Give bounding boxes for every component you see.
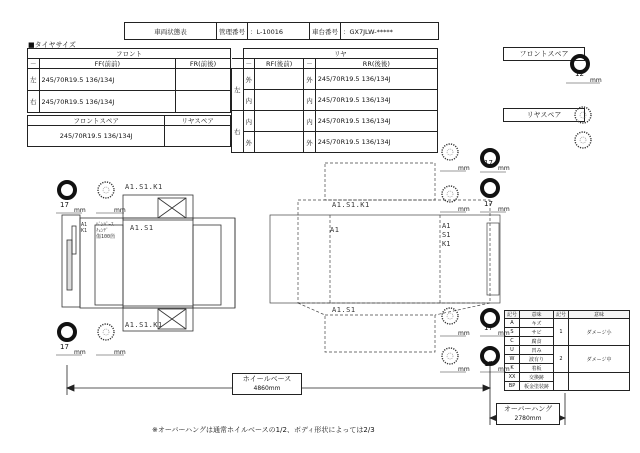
legend-code: BP (505, 382, 520, 391)
legend-table (504, 310, 630, 391)
rear-left-inner-unit-1: mm (458, 165, 470, 172)
rear-right-inner-unit-2: mm (458, 366, 470, 373)
legend-header-meaning: 意味 (520, 311, 554, 319)
mgmt-number-text: L-10016 (256, 27, 284, 36)
footnote: ※オーバーハングは通常ホイルベースの1/2、ボディ形状によっては2/3 (152, 426, 375, 434)
legend-meaning: サビ (520, 328, 554, 337)
front-left-unit: mm (74, 207, 86, 214)
front-left-dotted-tire-icon (98, 182, 114, 198)
front-left-inner-unit: mm (114, 207, 126, 214)
front-center-damage-note: A1.S1 (130, 224, 154, 232)
legend-code: A (505, 319, 520, 328)
tire-size-title: ■タイヤサイズ (28, 41, 76, 49)
rear-left-damage-note: A1 (330, 226, 340, 234)
overhang-box (496, 403, 560, 425)
legend-level-meaning: ダメージ中 (569, 346, 630, 373)
legend-level-meaning: ダメージ小 (569, 319, 630, 346)
legend-meaning: 凹み (520, 346, 554, 355)
rf-label: RF(後前) (255, 59, 304, 69)
rear-spare-label: リヤスペア (165, 116, 231, 126)
front-left-depth: 17 (60, 201, 69, 209)
legend-meaning: 交換跡 (520, 373, 554, 382)
rear-right-damage-note: A1 S1 K1 (442, 222, 451, 248)
rear-left-outer-tire-icon-2 (482, 180, 498, 196)
wheelbase-label: ホイールベース (242, 375, 292, 383)
legend-code: XX (505, 373, 520, 382)
rr-left-outer-size: 245/70R19.5 136/134J (315, 69, 437, 90)
legend-meaning: 板金塗装跡 (520, 382, 554, 391)
rear-dash: － (243, 59, 255, 69)
rear-spare-tire-icon-1 (575, 107, 591, 123)
chassis-number-label: 車台番号 (310, 23, 341, 40)
front-right-tire-icon (59, 324, 75, 340)
wheelbase-value: 4860mm (253, 385, 281, 392)
legend-meaning: 波有り (520, 355, 554, 364)
front-spare-size: 245/70R19.5 136/134J (28, 126, 165, 147)
legend-meaning: 着板 (520, 364, 554, 373)
rr-right-outer-label: 外 (304, 132, 316, 153)
rear-left-inner-unit-2: mm (458, 206, 470, 213)
rear-left-inner-tire-icon-1 (442, 144, 458, 160)
legend-header-level-meaning: 意味 (569, 311, 630, 319)
legend-header-level: 記号 (554, 311, 569, 319)
rear-left-depth-1: 17 (484, 159, 493, 167)
front-spare-label: フロントスペア (28, 116, 165, 126)
rear-right-outer-label: 外 (243, 132, 255, 153)
mgmt-number-value: ：L-10016 (248, 23, 310, 40)
rear-bottom-damage-note: A1.S1 (332, 306, 356, 314)
rear-left-unit-1: mm (498, 165, 510, 172)
legend-level: 2 (554, 346, 569, 373)
ff-left-size: 245/70R19.5 136/134J (39, 69, 176, 91)
rear-right-inner-unit-1: mm (458, 330, 470, 337)
front-side-damage-note: A1 K1 (81, 222, 88, 234)
front-bottom-damage-note: A1.S1.K1 (125, 321, 163, 329)
front-right-dotted-tire-icon (98, 324, 114, 340)
rr-left-inner-label: 内 (304, 90, 316, 111)
front-dash: － (28, 59, 40, 69)
legend-code: U (505, 346, 520, 355)
front-spare-depth-value: 12 (575, 70, 584, 78)
rear-right-unit-1: mm (498, 330, 510, 337)
front-right-depth: 17 (60, 343, 69, 351)
rear-right-label: 右 (232, 111, 244, 153)
wheelbase-box (232, 373, 302, 395)
chassis-number-value: ：GX7JLW-***** (341, 23, 439, 40)
rear-top-damage-note: A1.S1.K1 (332, 201, 370, 209)
legend-level: 1 (554, 319, 569, 346)
legend-code: W (505, 355, 520, 364)
legend-header-code: 記号 (505, 311, 520, 319)
document-title: 車両状態表 (125, 23, 217, 40)
ff-label: FF(前前) (39, 59, 176, 69)
front-view-drawing (62, 195, 235, 331)
rear-right-depth-1: 17 (484, 324, 493, 332)
front-spare-depth (575, 70, 584, 78)
rear-right-inner-label: 内 (243, 111, 255, 132)
rear-right-inner-tire-icon-1 (442, 308, 458, 324)
front-bumper-note: ﾊﾞﾝﾊﾟｰｽ ﾁｪﾝﾃﾞ 傷100箇 (96, 222, 116, 240)
rr-left-inner-size: 245/70R19.5 136/134J (315, 90, 437, 111)
rear-left-label: 左 (232, 69, 244, 111)
rear-left-inner-label: 内 (243, 90, 255, 111)
front-left-label: 左 (28, 69, 40, 91)
mgmt-number-label: 管理番号 (217, 23, 248, 40)
front-header: フロント (28, 49, 231, 59)
rr-right-outer-size: 245/70R19.5 136/134J (315, 132, 437, 153)
rr-left-outer-label: 外 (304, 69, 316, 90)
wheelbase-dimension (67, 365, 565, 425)
overhang-value: 2780mm (514, 415, 542, 422)
rear-spare-tire-icon-2 (575, 132, 591, 148)
fr-label: FR(前後) (176, 59, 231, 69)
front-spare-title: フロントスペア (519, 50, 569, 58)
rear-right-inner-tire-icon-2 (442, 348, 458, 364)
rear-left-depth-2: 17 (484, 200, 493, 208)
rear-view-drawing (270, 163, 500, 352)
chassis-number-text: GX7JLW-***** (349, 27, 393, 36)
rr-right-inner-size: 245/70R19.5 136/134J (315, 111, 437, 132)
overhang-label: オーバーハング (503, 405, 553, 413)
rear-header: リヤ (243, 49, 438, 59)
front-right-unit: mm (74, 349, 86, 356)
legend-code: C (505, 337, 520, 346)
front-right-inner-unit: mm (114, 349, 126, 356)
legend-code: K (505, 364, 520, 373)
rear-right-depth-2: 17 (484, 360, 493, 368)
legend-code: S (505, 328, 520, 337)
rr-label: RR(後後) (315, 59, 437, 69)
front-right-label: 右 (28, 91, 40, 113)
rear-left-unit-2: mm (498, 206, 510, 213)
front-left-tire-icon (59, 182, 75, 198)
front-spare-unit: mm (590, 77, 602, 84)
legend-meaning: キズ (520, 319, 554, 328)
ff-right-size: 245/70R19.5 136/134J (39, 91, 176, 113)
rear-right-unit-2: mm (498, 366, 510, 373)
rear-dash-2: － (304, 59, 316, 69)
legend-meaning: 腐食 (520, 337, 554, 346)
rr-right-inner-label: 内 (304, 111, 316, 132)
front-top-damage-note: A1.S1.K1 (125, 183, 163, 191)
rear-left-outer-label: 外 (243, 69, 255, 90)
rear-left-inner-tire-icon-2 (442, 186, 458, 202)
rear-spare-title: リヤスペア (526, 111, 562, 119)
